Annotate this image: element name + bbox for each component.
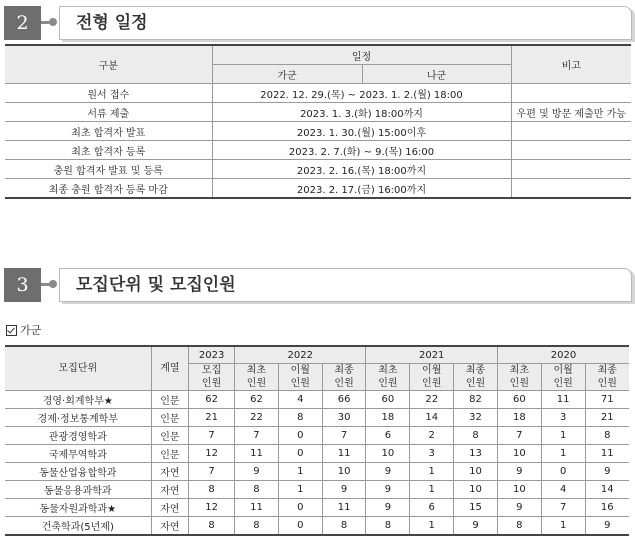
count-cell: 10 bbox=[497, 481, 541, 499]
table-row bbox=[5, 499, 629, 517]
count-cell: 8 bbox=[278, 409, 322, 427]
header-year-2022: 2022 bbox=[235, 346, 366, 364]
count-cell: 11 bbox=[585, 445, 629, 463]
header-first: 최초 인원 bbox=[497, 364, 541, 391]
section-number: 3 bbox=[4, 268, 41, 302]
count-cell: 16 bbox=[585, 499, 629, 517]
count-cell: 8 bbox=[189, 517, 235, 536]
count-cell: 3 bbox=[541, 409, 585, 427]
count-cell: 9 bbox=[585, 517, 629, 536]
row-schedule: 2023. 2. 7.(화) ~ 9.(목) 16:00 bbox=[212, 141, 511, 160]
count-cell: 1 bbox=[410, 517, 454, 536]
checkbox-icon bbox=[6, 325, 17, 336]
count-cell: 10 bbox=[497, 445, 541, 463]
count-cell: 6 bbox=[366, 427, 410, 445]
count-cell: 1 bbox=[410, 481, 454, 499]
count-cell: 1 bbox=[541, 427, 585, 445]
track-cell: 인문 bbox=[151, 409, 189, 427]
header-na-group: 나군 bbox=[362, 65, 511, 84]
count-cell: 71 bbox=[585, 391, 629, 409]
unit-name: 동물응용과학과 bbox=[5, 481, 151, 499]
table-row bbox=[5, 481, 629, 499]
count-cell: 9 bbox=[497, 499, 541, 517]
header-final: 최종 인원 bbox=[585, 364, 629, 391]
count-cell: 11 bbox=[322, 445, 366, 463]
row-note bbox=[511, 122, 631, 141]
count-cell: 0 bbox=[278, 499, 322, 517]
table-row bbox=[5, 84, 631, 103]
count-cell: 9 bbox=[497, 463, 541, 481]
header-year-2023: 2023 bbox=[189, 346, 235, 364]
unit-name: 관광경영학과 bbox=[5, 427, 151, 445]
count-cell: 8 bbox=[497, 517, 541, 536]
count-cell: 11 bbox=[235, 499, 279, 517]
count-cell: 7 bbox=[541, 499, 585, 517]
row-label: 서류 제출 bbox=[5, 103, 212, 122]
row-label: 최초 합격자 등록 bbox=[5, 141, 212, 160]
count-cell: 60 bbox=[366, 391, 410, 409]
count-cell: 1 bbox=[541, 445, 585, 463]
count-cell: 8 bbox=[235, 481, 279, 499]
table-row bbox=[5, 391, 629, 409]
table-row bbox=[5, 141, 631, 160]
table-row bbox=[5, 103, 631, 122]
group-subtitle bbox=[6, 322, 41, 338]
count-cell: 0 bbox=[278, 445, 322, 463]
count-cell: 6 bbox=[410, 499, 454, 517]
header-year-2021: 2021 bbox=[366, 346, 497, 364]
count-cell: 12 bbox=[189, 499, 235, 517]
count-cell: 10 bbox=[454, 481, 498, 499]
count-cell: 66 bbox=[322, 391, 366, 409]
unit-name: 국제무역학과 bbox=[5, 445, 151, 463]
row-schedule: 2023. 2. 16.(목) 18:00까지 bbox=[212, 160, 511, 179]
header-first: 최초 인원 bbox=[366, 364, 410, 391]
count-cell: 7 bbox=[189, 427, 235, 445]
quota-table bbox=[5, 345, 629, 536]
count-cell: 13 bbox=[454, 445, 498, 463]
count-cell: 1 bbox=[410, 463, 454, 481]
table-row bbox=[5, 463, 629, 481]
count-cell: 1 bbox=[278, 463, 322, 481]
track-cell: 자연 bbox=[151, 499, 189, 517]
connector-dot bbox=[49, 18, 57, 26]
count-cell: 9 bbox=[366, 463, 410, 481]
unit-name: 동물산업융합학과 bbox=[5, 463, 151, 481]
count-cell: 30 bbox=[322, 409, 366, 427]
count-cell: 0 bbox=[278, 427, 322, 445]
count-cell: 82 bbox=[454, 391, 498, 409]
section-title-bar bbox=[59, 6, 632, 40]
count-cell: 8 bbox=[189, 481, 235, 499]
count-cell: 9 bbox=[322, 481, 366, 499]
track-cell: 자연 bbox=[151, 517, 189, 536]
count-cell: 11 bbox=[322, 499, 366, 517]
table-row bbox=[5, 445, 629, 463]
row-schedule: 2023. 1. 30.(월) 15:00이후 bbox=[212, 122, 511, 141]
table-row bbox=[5, 409, 629, 427]
row-note bbox=[511, 160, 631, 179]
header-gubun: 구분 bbox=[5, 45, 212, 84]
count-cell: 8 bbox=[454, 427, 498, 445]
count-cell: 11 bbox=[235, 445, 279, 463]
unit-name: 건축학과(5년제) bbox=[5, 517, 151, 536]
section-title: 모집단위 및 모집인원 bbox=[76, 275, 236, 295]
header-carry: 이월 인원 bbox=[278, 364, 322, 391]
table-row bbox=[5, 122, 631, 141]
header-final: 최종 인원 bbox=[454, 364, 498, 391]
count-cell: 10 bbox=[322, 463, 366, 481]
section-title-bar bbox=[59, 268, 632, 302]
table-row bbox=[5, 427, 629, 445]
count-cell: 21 bbox=[189, 409, 235, 427]
count-cell: 8 bbox=[322, 517, 366, 536]
count-cell: 22 bbox=[235, 409, 279, 427]
header-final: 최종 인원 bbox=[322, 364, 366, 391]
count-cell: 9 bbox=[585, 463, 629, 481]
count-cell: 7 bbox=[189, 463, 235, 481]
count-cell: 4 bbox=[541, 481, 585, 499]
count-cell: 9 bbox=[366, 499, 410, 517]
count-cell: 8 bbox=[235, 517, 279, 536]
section-number: 2 bbox=[4, 6, 41, 40]
count-cell: 62 bbox=[235, 391, 279, 409]
row-label: 최종 충원 합격자 등록 마감 bbox=[5, 179, 212, 199]
count-cell: 10 bbox=[454, 463, 498, 481]
count-cell: 11 bbox=[541, 391, 585, 409]
track-cell: 자연 bbox=[151, 463, 189, 481]
row-note bbox=[511, 141, 631, 160]
count-cell: 62 bbox=[189, 391, 235, 409]
track-cell: 인문 bbox=[151, 391, 189, 409]
table-row bbox=[5, 179, 631, 199]
count-cell: 8 bbox=[585, 427, 629, 445]
count-cell: 0 bbox=[278, 517, 322, 536]
schedule-table bbox=[5, 44, 631, 199]
header-note: 비고 bbox=[511, 45, 631, 84]
track-cell: 인문 bbox=[151, 427, 189, 445]
header-track: 계열 bbox=[151, 346, 189, 391]
unit-name: 경영·회계학부★ bbox=[5, 391, 151, 409]
header-schedule: 일정 bbox=[212, 45, 511, 65]
count-cell: 0 bbox=[541, 463, 585, 481]
header-recruit: 모집 인원 bbox=[189, 364, 235, 391]
count-cell: 14 bbox=[585, 481, 629, 499]
count-cell: 21 bbox=[585, 409, 629, 427]
row-label: 원서 접수 bbox=[5, 84, 212, 103]
table-row bbox=[5, 517, 629, 536]
row-note bbox=[511, 84, 631, 103]
connector-dot bbox=[49, 280, 57, 288]
count-cell: 32 bbox=[454, 409, 498, 427]
count-cell: 8 bbox=[366, 517, 410, 536]
count-cell: 60 bbox=[497, 391, 541, 409]
count-cell: 9 bbox=[366, 481, 410, 499]
count-cell: 7 bbox=[497, 427, 541, 445]
group-label: 가군 bbox=[20, 324, 42, 337]
unit-name: 동물자원과학과★ bbox=[5, 499, 151, 517]
row-schedule: 2023. 1. 3.(화) 18:00까지 bbox=[212, 103, 511, 122]
track-cell: 인문 bbox=[151, 445, 189, 463]
row-schedule: 2023. 2. 17.(금) 16:00까지 bbox=[212, 179, 511, 199]
count-cell: 9 bbox=[454, 517, 498, 536]
row-label: 충원 합격자 발표 및 등록 bbox=[5, 160, 212, 179]
count-cell: 9 bbox=[235, 463, 279, 481]
count-cell: 1 bbox=[278, 481, 322, 499]
count-cell: 14 bbox=[410, 409, 454, 427]
header-first: 최초 인원 bbox=[235, 364, 279, 391]
section-header-schedule bbox=[4, 6, 632, 40]
count-cell: 10 bbox=[366, 445, 410, 463]
track-cell: 자연 bbox=[151, 481, 189, 499]
unit-name: 경제·정보통계학부 bbox=[5, 409, 151, 427]
count-cell: 15 bbox=[454, 499, 498, 517]
count-cell: 1 bbox=[541, 517, 585, 536]
section-header-quota bbox=[4, 268, 632, 302]
row-note bbox=[511, 179, 631, 199]
row-schedule: 2022. 12. 29.(목) ~ 2023. 1. 2.(월) 18:00 bbox=[212, 84, 511, 103]
section-title: 전형 일정 bbox=[76, 13, 148, 33]
header-year-2020: 2020 bbox=[497, 346, 629, 364]
header-carry: 이월 인원 bbox=[541, 364, 585, 391]
header-unit: 모집단위 bbox=[5, 346, 151, 391]
row-label: 최초 합격자 발표 bbox=[5, 122, 212, 141]
row-note: 우편 및 방문 제출만 가능 bbox=[511, 103, 631, 122]
header-ga-group: 가군 bbox=[212, 65, 362, 84]
count-cell: 18 bbox=[366, 409, 410, 427]
count-cell: 2 bbox=[410, 427, 454, 445]
count-cell: 18 bbox=[497, 409, 541, 427]
count-cell: 4 bbox=[278, 391, 322, 409]
header-carry: 이월 인원 bbox=[410, 364, 454, 391]
table-row bbox=[5, 160, 631, 179]
count-cell: 12 bbox=[189, 445, 235, 463]
count-cell: 7 bbox=[235, 427, 279, 445]
count-cell: 3 bbox=[410, 445, 454, 463]
count-cell: 22 bbox=[410, 391, 454, 409]
count-cell: 7 bbox=[322, 427, 366, 445]
